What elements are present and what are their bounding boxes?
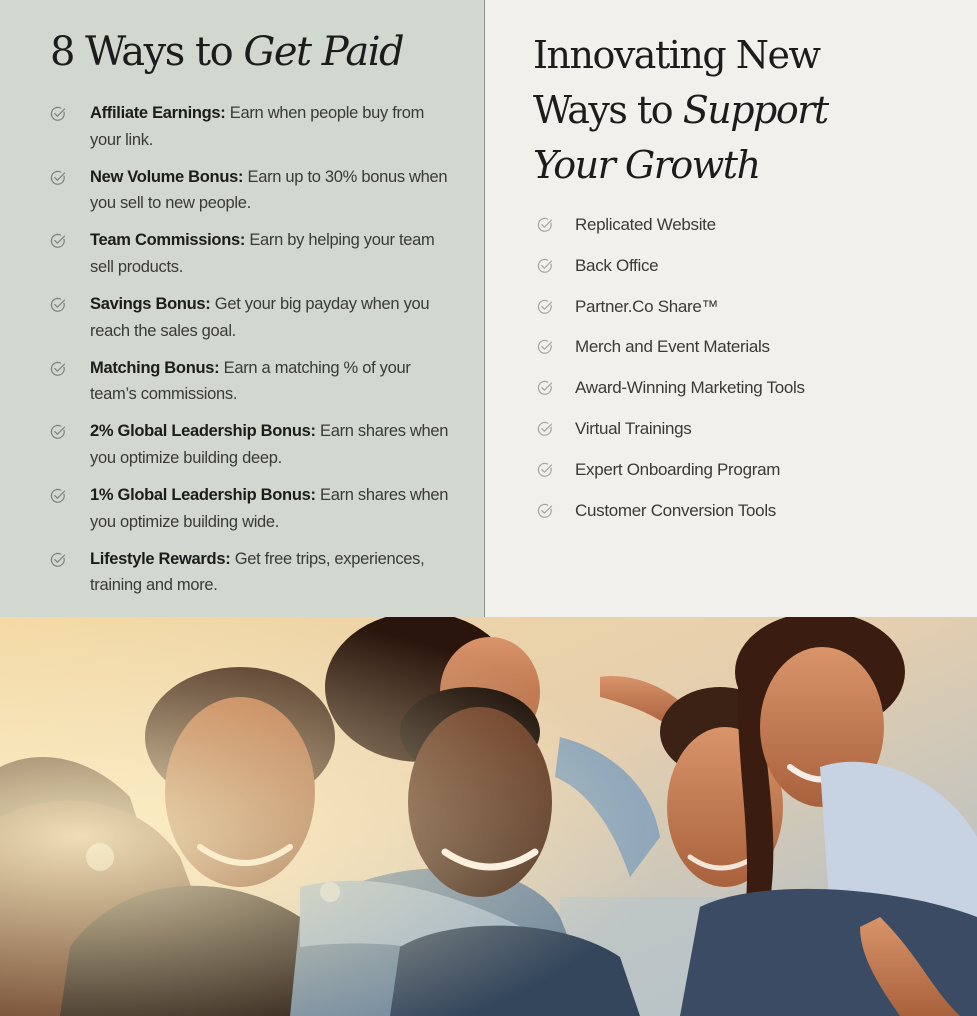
list-item [48, 418, 458, 482]
list-item [535, 497, 935, 538]
item-text: Virtual Trainings [575, 418, 692, 438]
item-text: Earn shares when you optimize building wide. [90, 486, 449, 531]
check-circle-icon [537, 217, 553, 233]
check-circle-icon [50, 424, 66, 440]
group-photo [0, 617, 977, 1016]
check-circle-icon [50, 170, 66, 186]
check-circle-icon [537, 339, 553, 355]
support-growth-list [535, 211, 935, 537]
check-circle-icon [50, 106, 66, 122]
item-text: Customer Conversion Tools [575, 500, 776, 520]
list-item [535, 252, 935, 293]
list-item [48, 355, 458, 419]
item-text: Earn shares when you optimize building deep. [90, 422, 449, 467]
item-text: Expert Onboarding Program [575, 459, 781, 479]
item-text: Earn up to 30% bonus when you sell to new people. [90, 167, 448, 213]
item-text: Replicated Website [575, 215, 716, 234]
item-label: Lifestyle Rewards: [90, 549, 231, 568]
item-text: Get your big payday when you reach the sales goal. [90, 295, 430, 340]
list-item [535, 456, 935, 497]
title-line-2 [533, 83, 933, 138]
group-photo-illustration [0, 617, 977, 1016]
list-item [535, 415, 935, 456]
item-text: Award-Winning Marketing Tools [575, 378, 805, 398]
item-text: Get free trips, experiences, training and more. [90, 549, 425, 595]
check-circle-icon [537, 462, 553, 478]
item-label: Team Commissions: [90, 231, 246, 250]
item-label: Matching Bonus: [90, 358, 220, 377]
ways-to-get-paid-list [48, 100, 458, 610]
check-circle-icon [50, 552, 66, 568]
title-line-1: Innovating New [533, 33, 820, 77]
item-text: Back Office [575, 255, 659, 275]
support-growth-title [533, 28, 933, 193]
list-item [48, 546, 458, 610]
list-item [48, 164, 458, 228]
check-circle-icon [537, 299, 553, 315]
list-item [48, 100, 458, 164]
item-label: 2% Global Leadership Bonus: [90, 422, 316, 441]
check-circle-icon [537, 421, 553, 437]
list-item [535, 293, 935, 334]
list-item [535, 333, 935, 374]
ways-to-get-paid-title [50, 26, 403, 78]
list-item [48, 227, 458, 291]
check-circle-icon [537, 503, 553, 519]
title-line-3: Your Growth [533, 143, 760, 187]
title-plain: 8 Ways to [50, 29, 244, 75]
list-item [48, 291, 458, 355]
title-line-2-italic: Support [682, 88, 828, 132]
check-circle-icon [50, 361, 66, 377]
list-item [48, 482, 458, 546]
check-circle-icon [50, 488, 66, 504]
item-label: 1% Global Leadership Bonus: [90, 486, 316, 505]
list-item [535, 374, 935, 415]
check-circle-icon [50, 297, 66, 313]
item-text: Earn by helping your team sell products. [90, 231, 435, 276]
item-text: Earn a matching % of your team’s commissions. [90, 358, 411, 404]
title-italic: Get Paid [243, 29, 404, 75]
check-circle-icon [537, 380, 553, 396]
list-item [535, 211, 935, 252]
check-circle-icon [50, 233, 66, 249]
title-line-2-plain: Ways to [533, 88, 683, 132]
item-text: Earn when people buy from your link. [90, 104, 425, 149]
item-label: New Volume Bonus: [90, 167, 244, 186]
item-text: Partner.Co Share™ [575, 296, 719, 316]
check-circle-icon [537, 258, 553, 274]
item-text: Merch and Event Materials [575, 337, 770, 357]
item-label: Affiliate Earnings: [90, 104, 226, 122]
item-label: Savings Bonus: [90, 295, 211, 314]
